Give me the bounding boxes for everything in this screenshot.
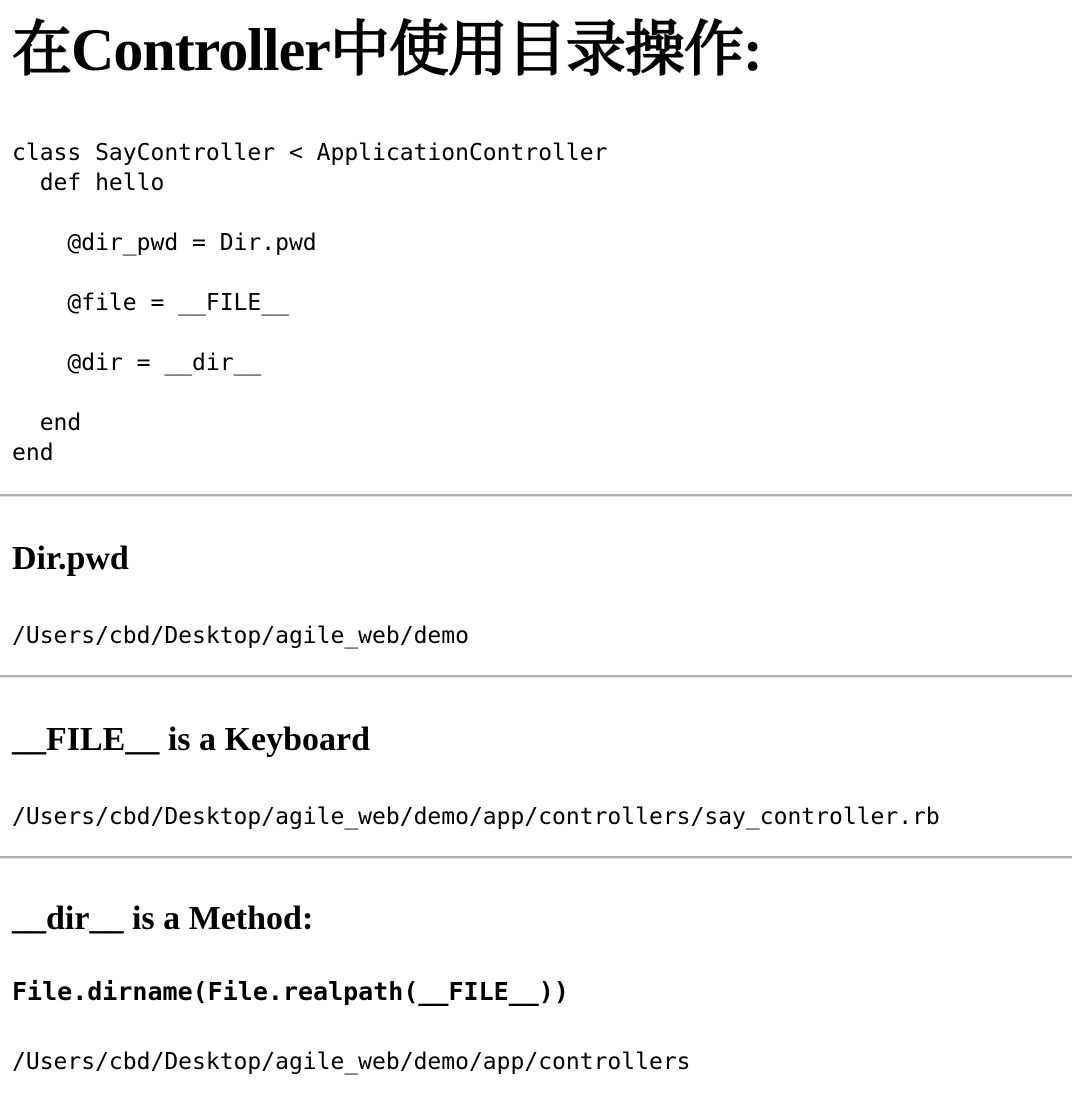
divider-1 [0,494,1072,497]
code-block: class SayController < ApplicationController def hello @dir_pwd = Dir.pwd @file = __FILE__ @dir = __dir__ end end [12,140,608,466]
section-heading-dir-method: __dir__ is a Method: [12,900,314,937]
divider-3 [0,856,1072,859]
section-heading-dir-pwd: Dir.pwd [12,540,129,577]
dir-method-output: /Users/cbd/Desktop/agile_web/demo/app/controllers [12,1049,691,1075]
section-heading-file: __FILE__ is a Keyboard [12,721,370,758]
divider-2 [0,675,1072,678]
dir-method-expression: File.dirname(File.realpath(__FILE__)) [12,977,569,1006]
dir-pwd-output: /Users/cbd/Desktop/agile_web/demo [12,623,469,649]
file-output: /Users/cbd/Desktop/agile_web/demo/app/controllers/say_controller.rb [12,804,940,830]
page-title: 在Controller中使用目录操作: [12,17,762,83]
